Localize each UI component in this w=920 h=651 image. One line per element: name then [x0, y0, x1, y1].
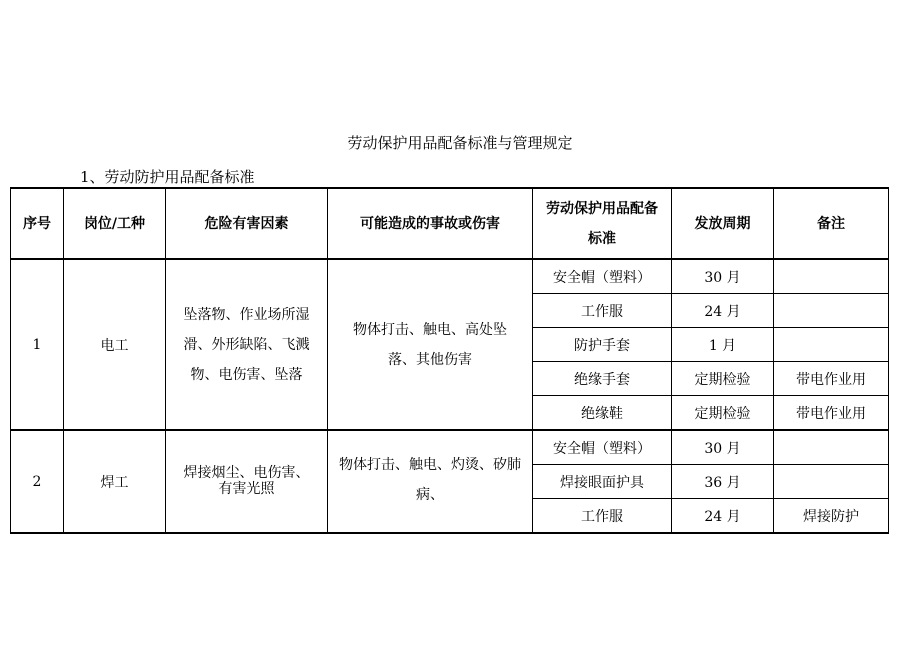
- header-cycle: 发放周期: [672, 188, 774, 259]
- note-cell: [774, 294, 889, 328]
- cycle-cell: 24 月: [672, 294, 774, 328]
- hazard-line: 有害光照: [218, 480, 275, 497]
- section-heading: 1、劳动防护用品配备标准: [80, 168, 255, 186]
- ppe-cell: 绝缘鞋: [533, 396, 672, 431]
- cycle-cell: 定期检验: [672, 396, 774, 431]
- header-hazard: 危险有害因素: [166, 188, 328, 259]
- injury-cell: [328, 430, 533, 533]
- post-cell: 电工: [64, 259, 166, 430]
- note-cell: [774, 328, 889, 362]
- note-cell: [774, 430, 889, 465]
- cycle-cell: 定期检验: [672, 362, 774, 396]
- ppe-cell: 安全帽（塑料）: [533, 430, 672, 465]
- cycle-cell: 24 月: [672, 499, 774, 534]
- cycle-cell: 30 月: [672, 430, 774, 465]
- document-title: 劳动保护用品配备标准与管理规定: [347, 134, 573, 152]
- header-ppe: [533, 188, 672, 259]
- post-cell: 焊工: [64, 430, 166, 533]
- table-header-row: [11, 188, 889, 259]
- table-row: [11, 259, 889, 294]
- table-row: [11, 430, 889, 465]
- ppe-cell: 焊接眼面护具: [533, 465, 672, 499]
- header-note: 备注: [774, 188, 889, 259]
- header-post: 岗位/工种: [64, 188, 166, 259]
- note-cell: [774, 259, 889, 294]
- injury-text: 物体打击、触电、灼烫、矽肺病、: [339, 456, 521, 503]
- note-cell: 带电作业用: [774, 362, 889, 396]
- cycle-cell: 30 月: [672, 259, 774, 294]
- ppe-cell: 绝缘手套: [533, 362, 672, 396]
- ppe-cell: 工作服: [533, 499, 672, 534]
- ppe-cell: 防护手套: [533, 328, 672, 362]
- note-cell: 焊接防护: [774, 499, 889, 534]
- seq-cell: 2: [11, 430, 64, 533]
- note-cell: [774, 465, 889, 499]
- note-cell: 带电作业用: [774, 396, 889, 431]
- ppe-standard-table: [10, 187, 889, 534]
- injury-cell: 物体打击、触电、高处坠落、其他伤害: [328, 259, 533, 430]
- hazard-cell: 坠落物、作业场所湿滑、外形缺陷、飞溅物、电伤害、坠落: [166, 259, 328, 430]
- header-injury: 可能造成的事故或伤害: [328, 188, 533, 259]
- cycle-cell: 36 月: [672, 465, 774, 499]
- ppe-cell: 安全帽（塑料）: [533, 259, 672, 294]
- ppe-cell: 工作服: [533, 294, 672, 328]
- cycle-cell: 1 月: [672, 328, 774, 362]
- seq-cell: 1: [11, 259, 64, 430]
- header-ppe-line2: 标准: [588, 230, 616, 247]
- header-ppe-line1: 劳动保护用品配备: [546, 200, 658, 217]
- hazard-line: 焊接烟尘、电伤害、: [183, 464, 310, 481]
- hazard-cell: [166, 430, 328, 533]
- header-seq: 序号: [11, 188, 64, 259]
